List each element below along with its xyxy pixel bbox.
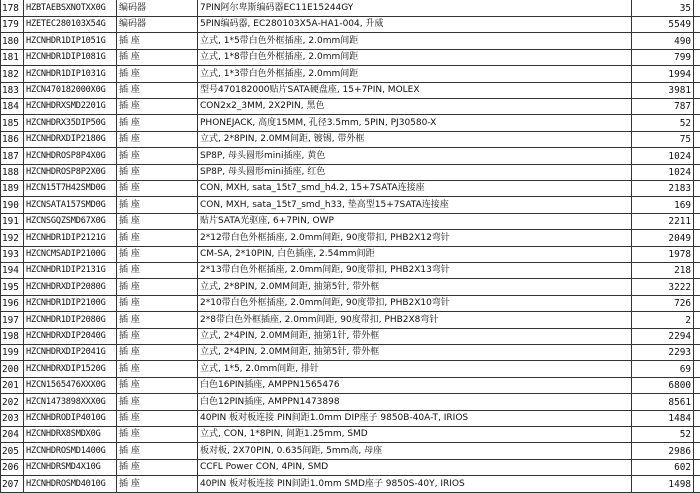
description-cell: 立式, 1*5带白色外框插座, 2.0mm间距: [198, 33, 632, 50]
row-number-cell: 203: [0, 410, 24, 427]
row-number-cell: 199: [0, 344, 24, 361]
part-code-cell: HZCNHDR1DIP2131G: [24, 262, 117, 279]
category-cell: 插 座: [117, 279, 198, 296]
table-row: [0, 82, 700, 99]
category-cell: 编码器: [117, 16, 198, 33]
description-cell: 立式, CON, 1*8PIN, 间距1.25mm, SMD: [198, 426, 632, 443]
empty-cell: [694, 377, 700, 394]
quantity-cell: 5549: [632, 16, 694, 33]
part-code-cell: HZCNHDROSMD4010G: [24, 476, 117, 493]
part-code-cell: HZCNHDR1DIP1031G: [24, 66, 117, 83]
part-code-cell: HZETEC280103X54G: [24, 16, 117, 33]
empty-cell: [694, 16, 700, 33]
empty-cell: [694, 312, 700, 329]
quantity-cell: 2293: [632, 344, 694, 361]
row-number-cell: 180: [0, 33, 24, 50]
empty-cell: [694, 197, 700, 214]
row-number-cell: 201: [0, 377, 24, 394]
part-code-cell: HZCNHDROSP8P2X0G: [24, 164, 117, 181]
row-number-cell: 185: [0, 115, 24, 132]
table-row: [0, 246, 700, 263]
row-number-cell: 187: [0, 148, 24, 165]
empty-cell: [694, 279, 700, 296]
category-cell: 插 座: [117, 443, 198, 460]
table-row: [0, 49, 700, 66]
part-code-cell: HZCNHDR1DIP2121G: [24, 230, 117, 247]
row-number-cell: 189: [0, 180, 24, 197]
empty-cell: [694, 426, 700, 443]
description-cell: 立式, 1*8带白色外框插座, 2.0mm间距: [198, 49, 632, 66]
table-row: [0, 426, 700, 443]
category-cell: 插 座: [117, 262, 198, 279]
row-number-cell: 198: [0, 328, 24, 345]
empty-cell: [694, 361, 700, 378]
category-cell: 插 座: [117, 148, 198, 165]
quantity-cell: 1498: [632, 476, 694, 493]
description-cell: 立式, 2*4PIN, 2.0MM间距, 抽第1针, 带外框: [198, 328, 632, 345]
table-row: [0, 443, 700, 460]
description-cell: 白色12PIN插座, AMPPN1473898: [198, 394, 632, 411]
description-cell: SP8P, 母头圆形mini插座, 红色: [198, 164, 632, 181]
category-cell: 插 座: [117, 230, 198, 247]
quantity-cell: 787: [632, 98, 694, 115]
empty-cell: [694, 443, 700, 460]
table-row: [0, 33, 700, 50]
category-cell: 插 座: [117, 197, 198, 214]
quantity-cell: 1024: [632, 148, 694, 165]
table-row: [0, 410, 700, 427]
empty-cell: [694, 262, 700, 279]
category-cell: 插 座: [117, 476, 198, 493]
description-cell: 立式, 2*8PIN, 2.0MM间距, 抽第5针, 带外框: [198, 279, 632, 296]
category-cell: 插 座: [117, 328, 198, 345]
part-code-cell: HZCNHDRSMD4X10G: [24, 459, 117, 476]
table-row: [0, 279, 700, 296]
description-cell: 立式, 1*3带白色外框插座, 2.0mm间距: [198, 66, 632, 83]
part-code-cell: HZCNHDROSMD1400G: [24, 443, 117, 460]
description-cell: 贴片SATA光驱座, 6+7PIN, OWP: [198, 213, 632, 230]
empty-cell: [694, 410, 700, 427]
row-number-cell: 179: [0, 16, 24, 33]
table-row: [0, 295, 700, 312]
part-code-cell: HZCNCMSADIP2100G: [24, 246, 117, 263]
empty-cell: [694, 459, 700, 476]
part-code-cell: HZCNHDRXDIP2080G: [24, 279, 117, 296]
empty-cell: [694, 164, 700, 181]
description-cell: CON, MXH, sata_15t7_smd_h4.2, 15+7SATA连接座: [198, 180, 632, 197]
quantity-cell: 1994: [632, 66, 694, 83]
quantity-cell: 799: [632, 49, 694, 66]
description-cell: CM-SA, 2*10PIN, 白色插座, 2.54mm间距: [198, 246, 632, 263]
part-code-cell: HZCNHDR1DIP1081G: [24, 49, 117, 66]
category-cell: 插 座: [117, 246, 198, 263]
description-cell: 白色16PIN插座, AMPPN1565476: [198, 377, 632, 394]
table-row: [0, 0, 700, 17]
row-number-cell: 190: [0, 197, 24, 214]
quantity-cell: 1484: [632, 410, 694, 427]
row-number-cell: 196: [0, 295, 24, 312]
table-row: [0, 164, 700, 181]
quantity-cell: 1024: [632, 164, 694, 181]
part-code-cell: HZCN15T7H42SMD0G: [24, 180, 117, 197]
quantity-cell: 2: [632, 312, 694, 329]
table-row: [0, 394, 700, 411]
row-number-cell: 183: [0, 82, 24, 99]
part-code-cell: HZCNSATA157SMD0G: [24, 197, 117, 214]
empty-cell: [694, 49, 700, 66]
row-number-cell: 182: [0, 66, 24, 83]
table-row: [0, 230, 700, 247]
table-row: [0, 328, 700, 345]
category-cell: 插 座: [117, 361, 198, 378]
category-cell: 插 座: [117, 115, 198, 132]
empty-cell: [694, 394, 700, 411]
empty-cell: [694, 66, 700, 83]
part-code-cell: HZCNHDR1DIP2100G: [24, 295, 117, 312]
quantity-cell: 602: [632, 459, 694, 476]
quantity-cell: 218: [632, 262, 694, 279]
category-cell: 插 座: [117, 377, 198, 394]
row-number-cell: 205: [0, 443, 24, 460]
description-cell: SP8P, 母头圆形mini插座, 黄色: [198, 148, 632, 165]
quantity-cell: 3222: [632, 279, 694, 296]
table-row: [0, 361, 700, 378]
category-cell: 插 座: [117, 312, 198, 329]
empty-cell: [694, 148, 700, 165]
table-row: [0, 197, 700, 214]
description-cell: 40PIN 板对板连接 PIN间距1.0mm DIP座子 9850B-40A-T, IRIOS: [198, 410, 632, 427]
row-number-cell: 194: [0, 262, 24, 279]
part-code-cell: HZCNHDRX35DIP50G: [24, 115, 117, 132]
row-number-cell: 181: [0, 49, 24, 66]
quantity-cell: 52: [632, 426, 694, 443]
part-code-cell: HZCN1473898XXX0G: [24, 394, 117, 411]
row-number-cell: 191: [0, 213, 24, 230]
category-cell: 插 座: [117, 426, 198, 443]
quantity-cell: 2183: [632, 180, 694, 197]
category-cell: 插 座: [117, 295, 198, 312]
table-row: [0, 262, 700, 279]
row-number-cell: 193: [0, 246, 24, 263]
category-cell: 插 座: [117, 164, 198, 181]
quantity-cell: 2986: [632, 443, 694, 460]
row-number-cell: 192: [0, 230, 24, 247]
category-cell: 插 座: [117, 394, 198, 411]
row-number-cell: 202: [0, 394, 24, 411]
category-cell: 插 座: [117, 82, 198, 99]
table-row: [0, 476, 700, 493]
row-number-cell: 195: [0, 279, 24, 296]
row-number-cell: 188: [0, 164, 24, 181]
empty-cell: [694, 213, 700, 230]
description-cell: 7PIN阿尔卑斯编码器EC11E15244GY: [198, 0, 632, 17]
empty-cell: [694, 82, 700, 99]
part-code-cell: HZCNHDRODIP4010G: [24, 410, 117, 427]
category-cell: 插 座: [117, 180, 198, 197]
description-cell: 2*8带白色外框插座, 2.0mm间距, 90度带扣, PHB2X8弯针: [198, 312, 632, 329]
table-row: [0, 459, 700, 476]
empty-cell: [694, 180, 700, 197]
empty-cell: [694, 328, 700, 345]
quantity-cell: 2049: [632, 230, 694, 247]
category-cell: 插 座: [117, 98, 198, 115]
category-cell: 插 座: [117, 459, 198, 476]
row-number-cell: 184: [0, 98, 24, 115]
part-code-cell: HZCNHDRXDIP2040G: [24, 328, 117, 345]
part-code-cell: HZCNHDRXDIP1520G: [24, 361, 117, 378]
category-cell: 编码器: [117, 0, 198, 17]
table-row: [0, 148, 700, 165]
quantity-cell: 69: [632, 361, 694, 378]
quantity-cell: 3981: [632, 82, 694, 99]
row-number-cell: 207: [0, 476, 24, 493]
empty-cell: [694, 98, 700, 115]
description-cell: 2*13带白色外框插座, 2.0mm间距, 90度带扣, PHB2X13弯针: [198, 262, 632, 279]
table-row: [0, 213, 700, 230]
part-code-cell: HZCNHDR1DIP1051G: [24, 33, 117, 50]
empty-cell: [694, 230, 700, 247]
part-code-cell: HZCNHDROSP8P4X0G: [24, 148, 117, 165]
quantity-cell: 8561: [632, 394, 694, 411]
description-cell: PHONEJACK, 高度15MM, 孔径3.5mm, 5PIN, PJ30580-X: [198, 115, 632, 132]
quantity-cell: 35: [632, 0, 694, 17]
table-row: [0, 131, 700, 148]
quantity-cell: 490: [632, 33, 694, 50]
empty-cell: [694, 295, 700, 312]
description-cell: 5PIN编码器, EC280103X5A-HA1-004, 升威: [198, 16, 632, 33]
empty-cell: [694, 476, 700, 493]
quantity-cell: 75: [632, 131, 694, 148]
part-code-cell: HZCNSGQZSMD67X0G: [24, 213, 117, 230]
quantity-cell: 52: [632, 115, 694, 132]
row-number-cell: 178: [0, 0, 24, 17]
row-number-cell: 186: [0, 131, 24, 148]
part-code-cell: HZCNHDRX8SMDX0G: [24, 426, 117, 443]
category-cell: 插 座: [117, 344, 198, 361]
description-cell: 40PIN 板对板连接 PIN间距1.0mm SMD座子 9850S-40Y, IRIOS: [198, 476, 632, 493]
description-cell: 板对板, 2X70PIN, 0.635间距, 5mm高, 母座: [198, 443, 632, 460]
table-row: [0, 377, 700, 394]
category-cell: 插 座: [117, 213, 198, 230]
row-number-cell: 200: [0, 361, 24, 378]
category-cell: 插 座: [117, 410, 198, 427]
table-row: [0, 312, 700, 329]
category-cell: 插 座: [117, 66, 198, 83]
empty-cell: [694, 0, 700, 17]
table-row: [0, 180, 700, 197]
empty-cell: [694, 131, 700, 148]
quantity-cell: 6800: [632, 377, 694, 394]
quantity-cell: 2294: [632, 328, 694, 345]
description-cell: 2*10带白色外框插座, 2.0mm间距, 90度带扣, PHB2X10弯针: [198, 295, 632, 312]
part-code-cell: HZCNHDR1DIP2080G: [24, 312, 117, 329]
table-row: [0, 98, 700, 115]
part-code-cell: HZBTAEBSXNOTXX0G: [24, 0, 117, 17]
empty-cell: [694, 246, 700, 263]
category-cell: 插 座: [117, 49, 198, 66]
category-cell: 插 座: [117, 33, 198, 50]
row-number-cell: 206: [0, 459, 24, 476]
description-cell: CON2x2_3MM, 2X2PIN, 黑色: [198, 98, 632, 115]
category-cell: 插 座: [117, 131, 198, 148]
empty-cell: [694, 33, 700, 50]
quantity-cell: 2211: [632, 213, 694, 230]
part-code-cell: HZCNHDRXDIP2180G: [24, 131, 117, 148]
description-cell: 2*12带白色外框插座, 2.0mm间距, 90度带扣, PHB2X12弯针: [198, 230, 632, 247]
description-cell: 立式, 2*8PIN, 2.0MM间距, 镀锡, 带外框: [198, 131, 632, 148]
part-code-cell: HZCNHDRXDIP2041G: [24, 344, 117, 361]
empty-cell: [694, 344, 700, 361]
table-row: [0, 16, 700, 33]
part-code-cell: HZCN470182000X0G: [24, 82, 117, 99]
quantity-cell: 726: [632, 295, 694, 312]
table-row: [0, 115, 700, 132]
description-cell: 立式, 1*5, 2.0mm间距, 排针: [198, 361, 632, 378]
quantity-cell: 169: [632, 197, 694, 214]
description-cell: 型号470182000贴片SATA硬盘座, 15+7PIN, MOLEX: [198, 82, 632, 99]
description-cell: CCFL Power CON, 4PIN, SMD: [198, 459, 632, 476]
row-number-cell: 204: [0, 426, 24, 443]
description-cell: CON, MXH, sata_15t7_smd_h33, 垫高型15+7SATA连接座: [198, 197, 632, 214]
quantity-cell: 1978: [632, 246, 694, 263]
description-cell: 立式, 2*4PIN, 2.0MM间距, 抽第5针, 带外框: [198, 344, 632, 361]
part-code-cell: HZCNHDRXSMD2201G: [24, 98, 117, 115]
table-row: [0, 344, 700, 361]
part-code-cell: HZCN1565476XXX0G: [24, 377, 117, 394]
empty-cell: [694, 115, 700, 132]
table-row: [0, 66, 700, 83]
row-number-cell: 197: [0, 312, 24, 329]
